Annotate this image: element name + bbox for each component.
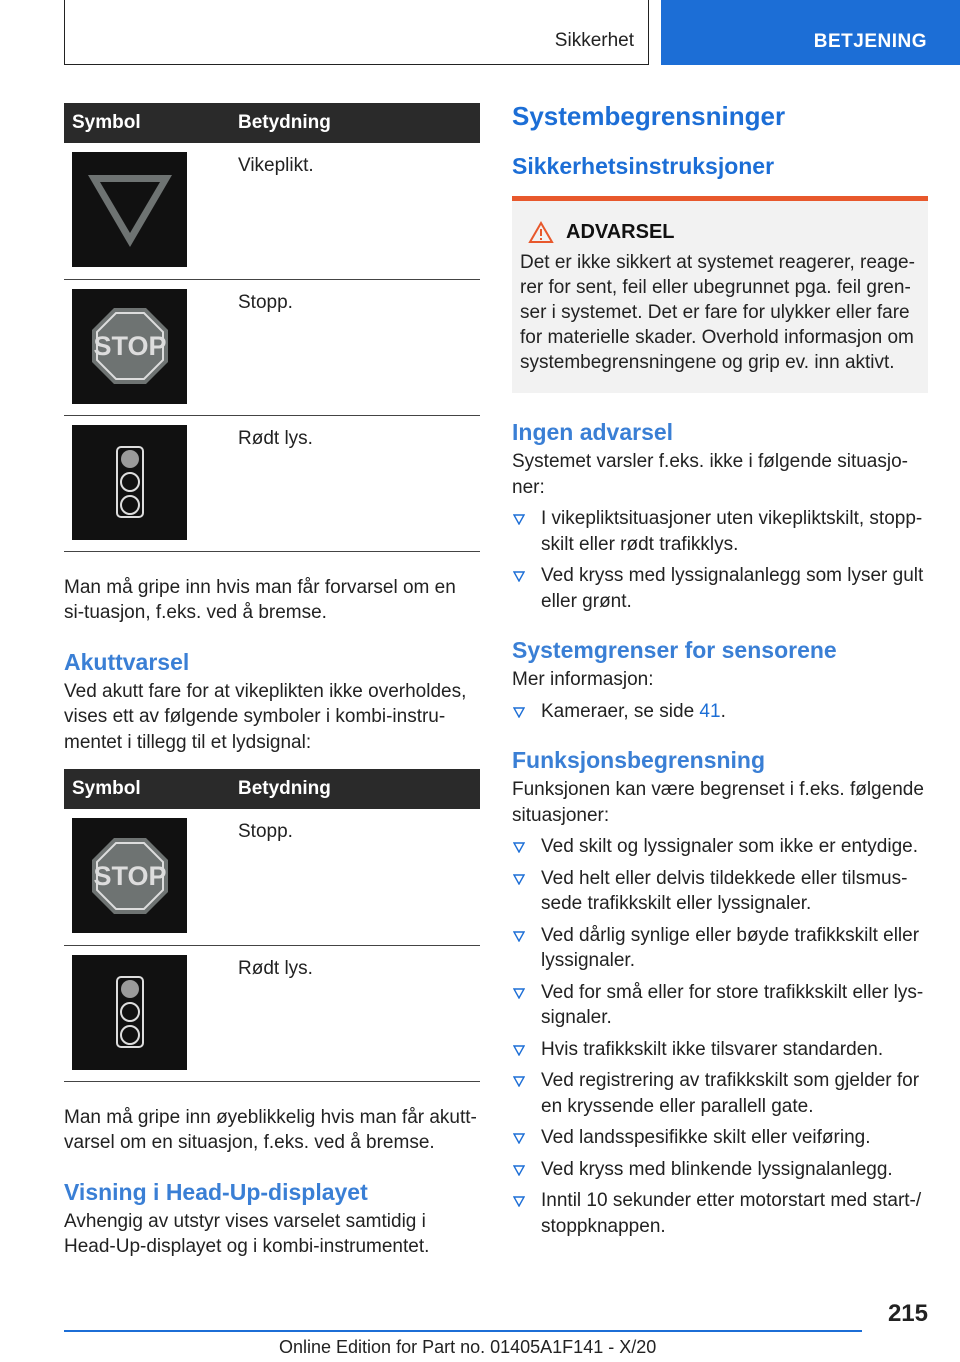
paragraph-head-up-display: Avhengig av utstyr vises varselet samtidig i Head-Up-displayet og i kombi-instrumentet. xyxy=(64,1210,430,1257)
list-item: Kameraer, se side 41. xyxy=(512,699,928,725)
list-item: Ved kryss med blinkende lyssignalanlegg. xyxy=(512,1157,928,1183)
paragraph-forvarsel: Man må gripe inn hvis man får forvarsel om en si-tuasjon, f.eks. ved å bremse. xyxy=(64,576,456,623)
table2-meaning: Rødt lys. xyxy=(230,945,480,1081)
list-item: Ved landsspesifikke skilt eller veiføring. xyxy=(512,1125,928,1151)
page-number: 215 xyxy=(887,1300,928,1327)
table-row xyxy=(64,809,480,945)
paragraph-akutt-inngrep: Man må gripe inn øyeblikkelig hvis man får akutt-varsel om en situasjon, f.eks. ved å bremse. xyxy=(64,1106,477,1153)
paragraph-akuttvarsel: Ved akutt fare for at vikeplikten ikke overholdes, vises ett av følgende symboler i kombi-instru-mentet i tillegg til et lydsignal: xyxy=(64,680,467,753)
heading-akuttvarsel: Akuttvarsel xyxy=(64,648,190,675)
svg-text:STOP: STOP xyxy=(92,331,167,361)
bullet-triangle-icon xyxy=(513,842,525,853)
list-sensorer xyxy=(512,699,928,725)
right-column xyxy=(512,100,928,1239)
heading-ingen-advarsel: Ingen advarsel xyxy=(512,419,674,445)
warning-header xyxy=(520,221,920,244)
table1-meaning: Stopp. xyxy=(230,279,480,415)
bullet-triangle-icon xyxy=(513,707,525,718)
table-row xyxy=(64,945,480,1081)
table-row xyxy=(64,143,480,279)
bullet-triangle-icon xyxy=(513,514,525,525)
heading-sikkerhetsinstruksjoner: Sikkerhetsinstruksjoner xyxy=(512,153,775,179)
left-column xyxy=(64,103,480,1260)
symbol-table-1 xyxy=(64,103,480,552)
red-light-icon xyxy=(72,425,187,540)
bullet-triangle-icon xyxy=(513,988,525,999)
footer-divider xyxy=(64,1330,862,1332)
bullet-triangle-icon xyxy=(513,874,525,885)
header-section-box xyxy=(64,0,649,65)
header-chapter-tab[interactable] xyxy=(661,0,960,65)
warning-title: ADVARSEL xyxy=(566,221,675,243)
symbol-table-2 xyxy=(64,769,480,1082)
bullet-triangle-icon xyxy=(513,931,525,942)
footer-edition: Online Edition for Part no. 01405A1F141 - X/20 xyxy=(279,1337,657,1357)
stop-sign-icon xyxy=(72,818,187,933)
warning-text: Det er ikke sikkert at systemet reagerer, reage-rer for sent, feil eller ubegrunnet pga. feil gren-ser i systemet. Det er fare for ulykker eller fare for materielle skader. Overhold informasjon om systembegrensningene og grip ev. inn aktivt. xyxy=(520,252,915,373)
header-chapter-title: BETJENING xyxy=(813,31,927,52)
heading-funksjonsbegrensning: Funksjonsbegrensning xyxy=(512,747,766,773)
bullet-triangle-icon xyxy=(513,1133,525,1144)
table1-header-meaning: Betydning xyxy=(230,103,480,143)
table-row xyxy=(64,415,480,551)
table2-header-meaning: Betydning xyxy=(230,769,480,809)
table2-header-symbol: Symbol xyxy=(64,769,230,809)
table1-meaning: Rødt lys. xyxy=(230,415,480,551)
list-item: Inntil 10 sekunder etter motorstart med start-/ stoppknappen. xyxy=(512,1188,928,1239)
list-item: Ved helt eller delvis tildekkede eller tilsmus-sede trafikkskilt eller lyssignaler. xyxy=(512,866,928,917)
header-section-title: Sikkerhet xyxy=(554,30,634,51)
red-light-icon xyxy=(72,955,187,1070)
paragraph-funksjonsbegrensning: Funksjonen kan være begrenset i f.eks. følgende situasjoner: xyxy=(512,779,924,826)
bullet-triangle-icon xyxy=(513,1196,525,1207)
list-item: Ved for små eller for store trafikkskilt eller lys-signaler. xyxy=(512,980,928,1031)
heading-systembegrensninger: Systembegrensninger xyxy=(512,101,786,131)
table1-meaning: Vikeplikt. xyxy=(230,143,480,279)
bullet-triangle-icon xyxy=(513,571,525,582)
list-item: Ved dårlig synlige eller bøyde trafikkskilt eller lyssignaler. xyxy=(512,923,928,974)
list-ingen-advarsel xyxy=(512,506,928,614)
heading-head-up-display: Visning i Head-Up-displayet xyxy=(64,1178,368,1205)
heading-systemgrenser-sensorene: Systemgrenser for sensorene xyxy=(512,637,837,663)
svg-text:STOP: STOP xyxy=(92,860,167,891)
list-item: Ved registrering av trafikkskilt som gjelder for en kryssende eller parallell gate. xyxy=(512,1068,928,1119)
warning-box xyxy=(512,196,928,393)
list-funksjonsbegrensning xyxy=(512,834,928,1239)
paragraph-ingen-advarsel: Systemet varsler f.eks. ikke i følgende situasjo-ner: xyxy=(512,451,908,498)
table1-header-symbol: Symbol xyxy=(64,103,230,143)
paragraph-mer-informasjon: Mer informasjon: xyxy=(512,669,654,690)
bullet-triangle-icon xyxy=(513,1045,525,1056)
table-row xyxy=(64,279,480,415)
table2-meaning: Stopp. xyxy=(230,809,480,945)
page-link-41[interactable]: 41 xyxy=(699,700,721,722)
stop-sign-icon xyxy=(72,289,187,404)
list-item: I vikepliktsituasjoner uten vikepliktskilt, stopp-skilt eller rødt trafikklys. xyxy=(512,506,928,557)
warning-triangle-icon xyxy=(528,221,554,244)
list-item: Ved kryss med lyssignalanlegg som lyser gult eller grønt. xyxy=(512,563,928,614)
list-item: Hvis trafikkskilt ikke tilsvarer standarden. xyxy=(512,1037,928,1063)
yield-sign-icon xyxy=(72,152,187,267)
bullet-triangle-icon xyxy=(513,1165,525,1176)
bullet-triangle-icon xyxy=(513,1076,525,1087)
list-item: Ved skilt og lyssignaler som ikke er entydige. xyxy=(512,834,928,860)
